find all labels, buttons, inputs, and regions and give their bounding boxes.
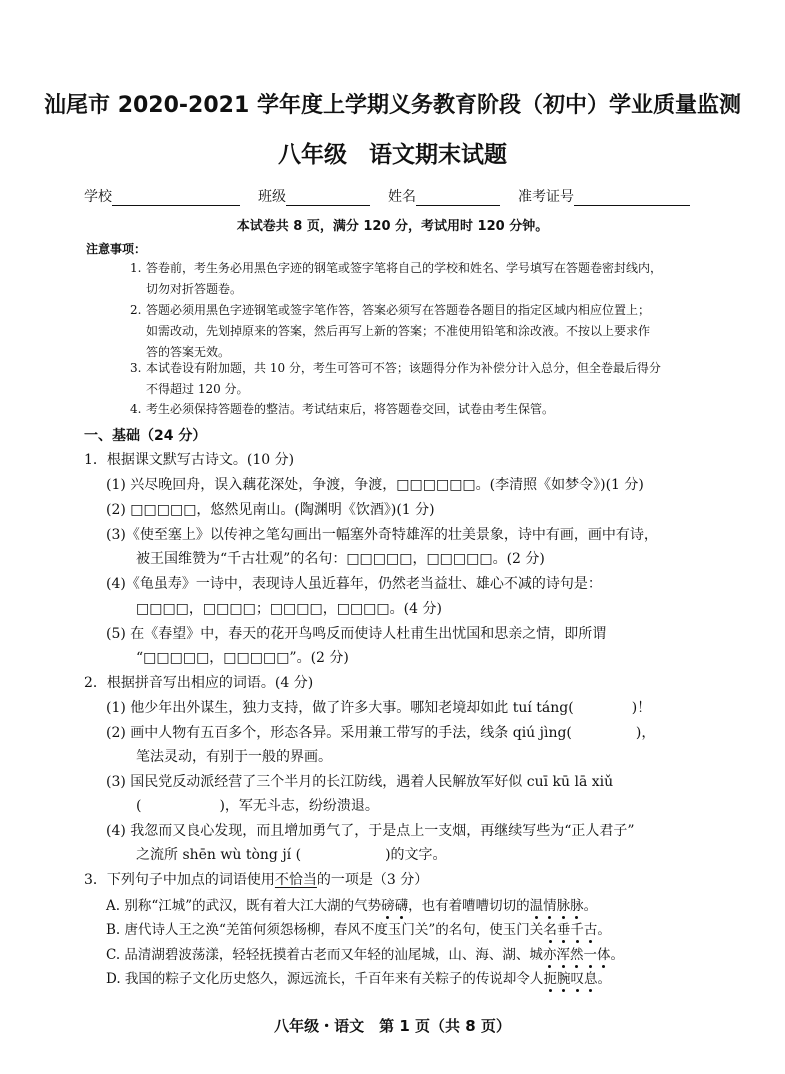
question-3-stem: 3．下列句子中加点的词语使用不恰当的一项是（3 分） [84,872,429,888]
question-1-item-cont: “□□□□□，□□□□□”。(2 分) [136,650,349,666]
note-item: 2. 答题必须用黑色字迹钢笔或签字笔作答，答案必须写在答题卷各题目的指定区域内相应位置上； 如需改动，先划掉原来的答案，然后再写上新的答案；不准使用铅笔和涂改液。不按以上要求作 答的答案无效。 [130,303,651,359]
option-c[interactable]: C. 品清湖碧波荡漾，轻轻抚摸着古老而又年轻的汕尾城，山、海、湖、城亦浑然一体。 [106,947,624,963]
note-item: 1. 答卷前，考生务必用黑色字迹的钢笔或签字笔将自己的学校和姓名、学号填写在答题卷密封线内， 切勿对折答题卷。 [130,261,663,296]
school-field[interactable]: 学校 [84,186,240,206]
option-b[interactable]: B. 唐代诗人王之涣“羌笛何须怨杨柳，春风不度玉门关”的名句，使玉门关名垂千古。 [106,922,611,938]
exam-title: 汕尾市 2020-2021 学年度上学期义务教育阶段（初中）学业质量监测 [44,93,741,118]
question-1-item: (5) 在《春望》中，春天的花开鸟鸣反而使诗人杜甫生出忧国和思亲之情，即所谓 [106,626,607,642]
exam-subtitle [0,136,785,169]
dotted-term: 亦浑然一体 [542,947,611,963]
exam-notice: 本试卷共 8 页，满分 120 分，考试用时 120 分钟。 [236,219,549,234]
question-2-item-cont: ( )，军无斗志，纷纷溃退。 [136,798,379,814]
page-footer: 八年级・语文 第 1 页（共 8 页） [274,1017,511,1035]
question-2-item: (3) 国民党反动派经营了三个半月的长江防线，遇着人民解放军好似 cuī kū lā xiǔ [106,774,614,790]
question-1-item: (2) □□□□□，悠然见南山。(陶渊明《饮酒》)(1 分) [106,502,435,518]
question-1-item: (3)《使至塞上》以传神之笔勾画出一幅塞外奇特雄浑的壮美景象，诗中有画，画中有诗， [106,527,658,543]
note-item: 3. 本试卷设有附加题，共 10 分，考生可答可不答；该题得分作为补偿分计入总分，但全卷最后得分 不得超过 120 分。 [130,361,661,396]
question-1-item-cont: 被王国维赞为“千古壮观”的名句：□□□□□，□□□□□。(2 分) [136,551,545,567]
question-2-item: (4) 我忽而又良心发现，而且增加勇气了，于是点上一支烟，再继续写些为“正人君子” [106,823,635,839]
dotted-term: 磅礴 [381,898,409,914]
question-2-item: (2) 画中人物有五百多个，形态各异。采用兼工带写的手法，线条 qiú jìng( )， [106,725,656,741]
dotted-term: 名垂千古 [543,922,598,938]
class-field[interactable]: 班级 [258,186,370,206]
question-2-stem: 2．根据拼音写出相应的词语。(4 分) [84,675,314,691]
question-2-item: (1) 他少年出外谋生，独力支持，做了许多大事。哪知老境却如此 tuí táng( )！ [106,700,652,716]
note-item: 4. 考生必须保持答题卷的整洁。考试结束后，将答题卷交回，试卷由考生保管。 [130,402,555,416]
name-field[interactable]: 姓名 [388,186,500,206]
option-a[interactable]: A. 别称“江城”的武汉，既有着大江大湖的气势磅礴，也有着嘈嘈切切的温情脉脉。 [106,898,598,914]
question-2-item-cont: 笔法灵动，有别于一般的界画。 [136,749,332,765]
question-1-item: (4)《龟虽寿》一诗中，表现诗人虽近暮年，仍然老当益壮、雄心不减的诗句是： [106,576,602,592]
dotted-term: 温情脉脉 [529,898,584,914]
option-d[interactable]: D. 我国的粽子文化历史悠久，源远流长，千百年来有关粽子的传说却令人扼腕叹息。 [106,971,611,987]
question-1-item-cont: □□□□，□□□□；□□□□，□□□□。(4 分) [136,601,442,617]
question-1-stem: 1．根据课文默写古诗文。(10 分) [84,452,295,468]
notes-heading: 注意事项： [86,242,147,256]
section-heading: 一、基础（24 分） [84,428,207,444]
student-info-fields [84,186,704,206]
grade-label: 八年级 [278,142,347,168]
question-2-item-cont: 之流所 shēn wù tòng jí ( )的文字。 [136,847,447,863]
dotted-term: 扼腕叹息 [543,971,598,987]
question-1-item: (1) 兴尽晚回舟，误入藕花深处，争渡，争渡，□□□□□□。(李清照《如梦令》)(1 分) [106,477,644,493]
exam-number-field[interactable]: 准考证号 [518,186,690,206]
subject-label: 语文期末试题 [369,142,507,168]
